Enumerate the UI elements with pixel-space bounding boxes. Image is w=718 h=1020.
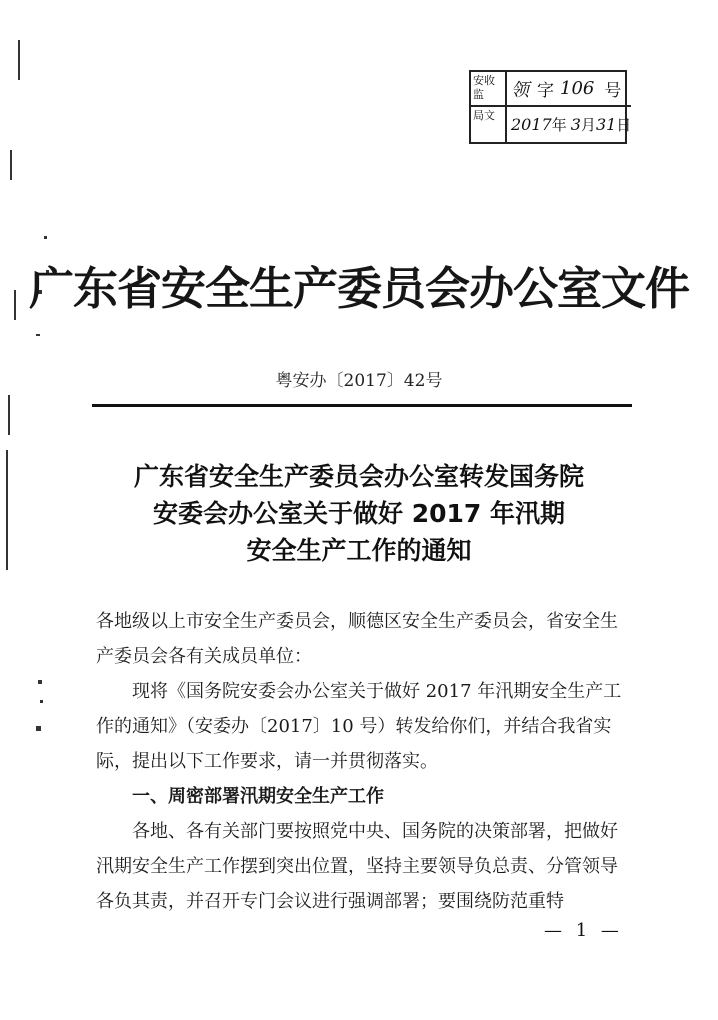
notice-headline: [0, 458, 718, 569]
stamp-label-bottom: 局文: [471, 107, 507, 142]
scan-artifact: [44, 236, 47, 239]
scan-artifact: [8, 395, 10, 435]
headline-line: 安委会办公室关于做好 2017 年汛期: [153, 499, 565, 528]
receipt-stamp: [469, 70, 632, 144]
stamp-receipt-date: 2017 年 3 月 31 日: [511, 115, 632, 134]
stamp-label-top: 安收监: [471, 72, 507, 107]
headline-line: 安全生产工作的通知: [246, 536, 472, 565]
scan-artifact: [40, 700, 43, 703]
page-number: — 1 —: [544, 920, 623, 941]
scan-artifact: [36, 334, 40, 336]
document-title: 广东省安全生产委员会办公室文件: [28, 262, 689, 315]
document-body: [96, 604, 626, 919]
stamp-receipt-number: 领 字 106 号: [507, 72, 631, 107]
body-paragraph: 各地、各有关部门要按照党中央、国务院的决策部署，把做好汛期安全生产工作摆到突出位置，坚持主要领导负总责、分管领导各负其责，并召开专门会议进行强调部署；要围绕防范重特: [96, 821, 618, 912]
scan-artifact: [38, 680, 42, 684]
addressee-paragraph: 各地级以上市安全生产委员会，顺德区安全生产委员会，省安全生产委员会各有关成员单位：: [96, 611, 618, 667]
scan-artifact: [10, 150, 12, 180]
header-rule: [92, 404, 632, 407]
body-paragraph: 现将《国务院安委会办公室关于做好 2017 年汛期安全生产工作的通知》（安委办〔2017〕10 号）转发给你们，并结合我省实际，提出以下工作要求，请一并贯彻落实。: [96, 681, 622, 772]
headline-line: 广东省安全生产委员会办公室转发国务院: [133, 462, 584, 491]
scan-artifact: [18, 40, 20, 80]
document-number: 粤安办〔2017〕42号: [275, 371, 443, 391]
scan-artifact: [36, 726, 41, 731]
section-heading: 一、周密部署汛期安全生产工作: [132, 786, 384, 807]
